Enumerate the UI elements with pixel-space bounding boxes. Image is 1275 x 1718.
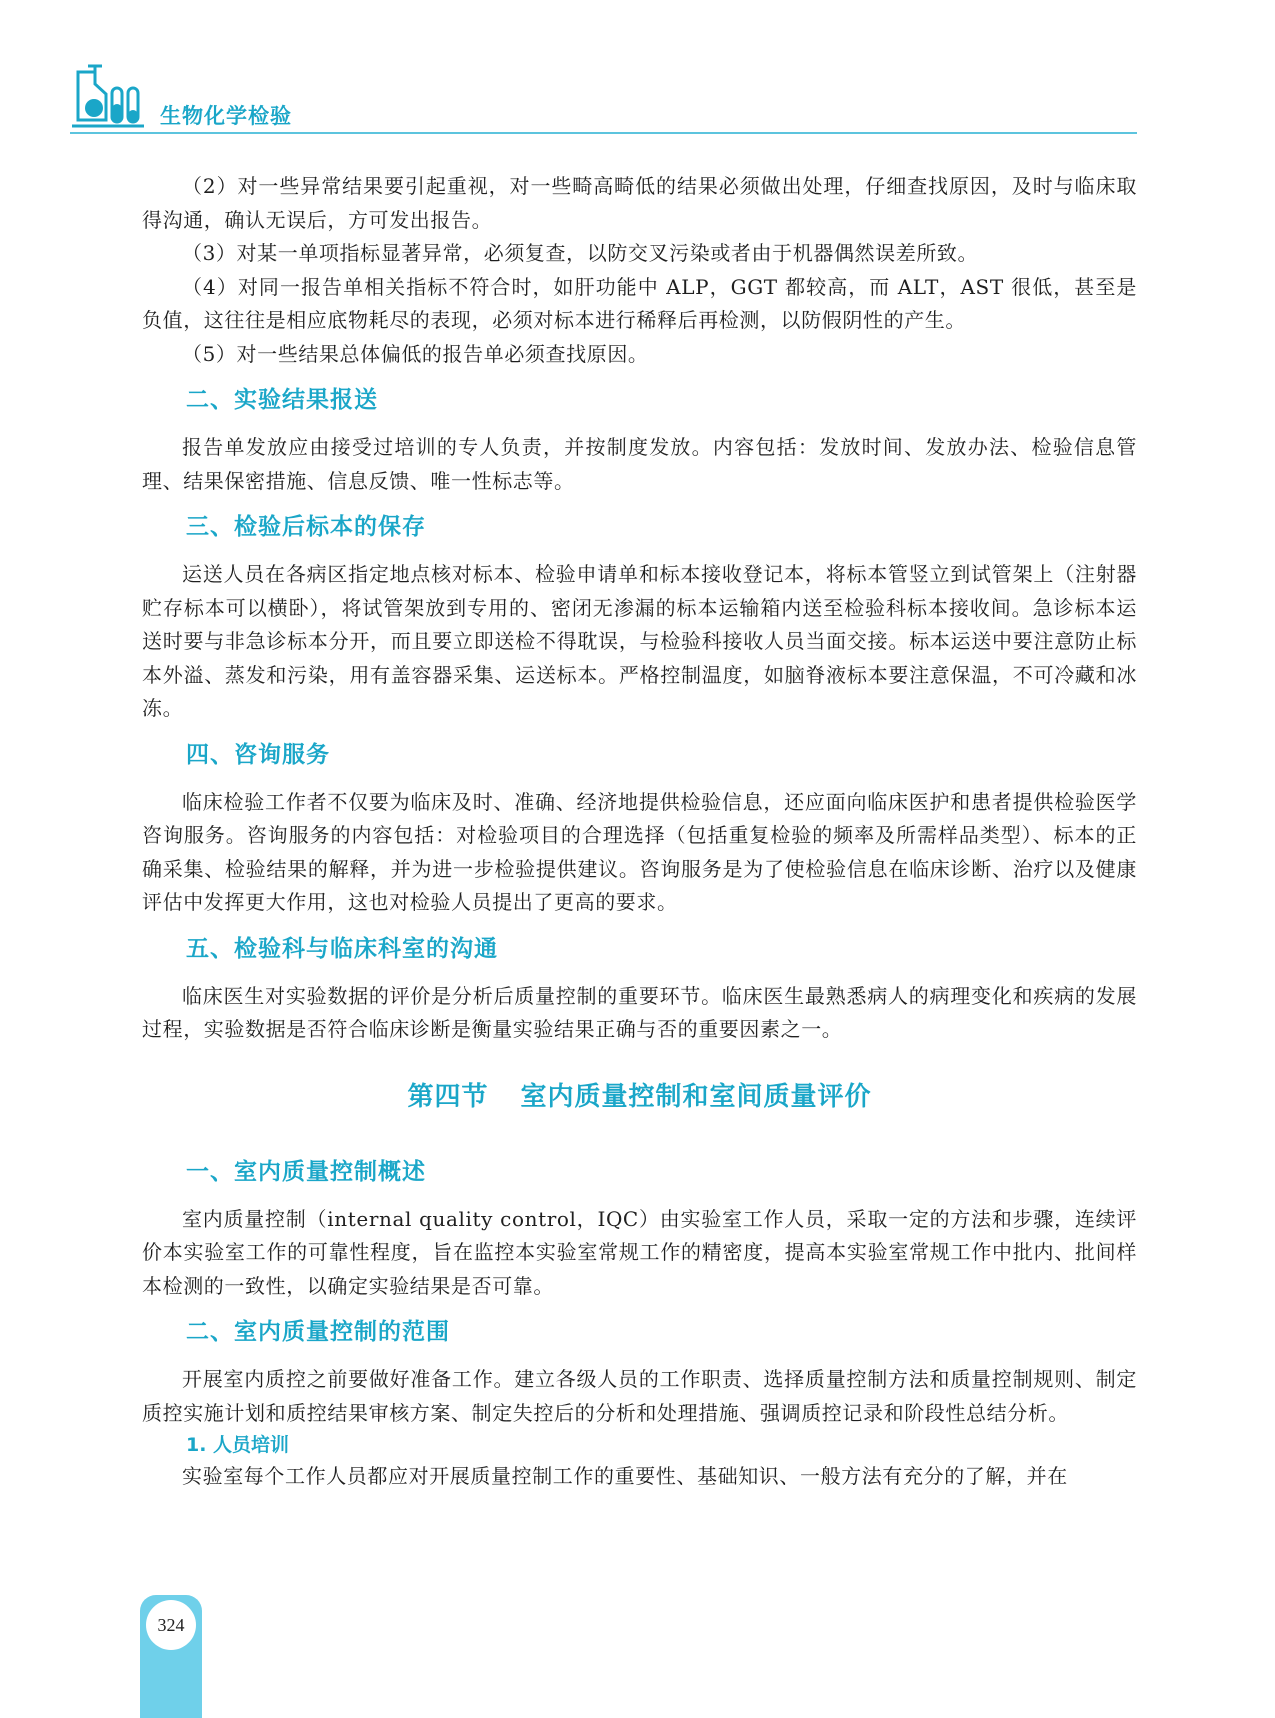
paragraph: 运送人员在各病区指定地点核对标本、检验申请单和标本接收登记本，将标本管竖立到试管架上（注射器贮存标本可以横卧），将试管架放到专用的、密闭无渗漏的标本运输箱内送至检验科标本接收间。急诊标本运送时要与非急诊标本分开，而且要立即送检不得耽误，与检验科接收人员当面交接。标本运送中要注意防止标本外溢、蒸发和污染，用有盖容器采集、运送标本。严格控制温度，如脑脊液标本要注意保温，不可冷藏和冰冻。 bbox=[142, 562, 1137, 720]
heading-lab-clinic-communication: 五、检验科与临床科室的沟通 bbox=[186, 935, 498, 962]
heading-consulting-service: 四、咨询服务 bbox=[186, 741, 330, 768]
paragraph: 室内质量控制（internal quality control，IQC）由实验室工作人员，采取一定的方法和步骤，连续评价本实验室工作的可靠性程度，旨在监控本实验室常规工作的精密度，提高本实验室常规工作中批内、批间样本检测的一致性，以确定实验结果是否可靠。 bbox=[142, 1206, 1137, 1298]
paragraph: 实验室每个工作人员都应对开展质量控制工作的重要性、基础知识、一般方法有充分的了解，并在 bbox=[182, 1464, 1068, 1488]
page-content bbox=[142, 170, 1137, 1494]
heading-iqc-scope: 二、室内质量控制的范围 bbox=[186, 1319, 450, 1345]
paragraph: 临床医生对实验数据的评价是分析后质量控制的重要环节。临床医生最熟悉病人的病理变化和疾病的发展过程，实验数据是否符合临床诊断是衡量实验结果正确与否的重要因素之一。 bbox=[142, 983, 1137, 1041]
header-divider bbox=[70, 132, 1137, 134]
section-title bbox=[142, 1079, 1137, 1115]
paragraph: 开展室内质控之前要做好准备工作。建立各级人员的工作职责、选择质量控制方法和质量控制规则、制定质控实施计划和质控结果审核方案、制定失控后的分析和处理措施、强调质控记录和阶段性总结分析。 bbox=[142, 1367, 1137, 1425]
heading-personnel-training: 1. 人员培训 bbox=[186, 1434, 290, 1456]
heading-specimen-storage: 三、检验后标本的保存 bbox=[186, 514, 426, 540]
heading-iqc-overview: 一、室内质量控制概述 bbox=[186, 1158, 426, 1185]
list-item: （3）对某一单项指标显著异常，必须复查，以防交叉污染或者由于机器偶然误差所致。 bbox=[182, 241, 979, 265]
section-number: 第四节 bbox=[407, 1081, 489, 1112]
page-number: 324 bbox=[146, 1600, 196, 1650]
list-item: （2）对一些异常结果要引起重视，对一些畸高畸低的结果必须做出处理，仔细查找原因，及时与临床取得沟通，确认无误后，方可发出报告。 bbox=[142, 174, 1137, 232]
list-item: （4）对同一报告单相关指标不符合时，如肝功能中 ALP，GGT 都较高，而 ALT，AST 很低，甚至是负值，这往往是相应底物耗尽的表现，必须对标本进行稀释后再检测，以防假阴性的产生。 bbox=[142, 274, 1137, 332]
heading-report-delivery: 二、实验结果报送 bbox=[186, 387, 378, 413]
book-title: 生物化学检验 bbox=[160, 104, 292, 128]
paragraph: 临床检验工作者不仅要为临床及时、准确、经济地提供检验信息，还应面向临床医护和患者提供检验医学咨询服务。咨询服务的内容包括：对检验项目的合理选择（包括重复检验的频率及所需样品类型）、标本的正确采集、检验结果的解释，并为进一步检验提供建议。咨询服务是为了使检验信息在临床诊断、治疗以及健康评估中发挥更大作用，这也对检验人员提出了更高的要求。 bbox=[142, 789, 1137, 914]
paragraph: 报告单发放应由接受过培训的专人负责，并按制度发放。内容包括：发放时间、发放办法、检验信息管理、结果保密措施、信息反馈、唯一性标志等。 bbox=[142, 435, 1137, 493]
lab-flask-logo-icon bbox=[70, 64, 146, 134]
list-item: （5）对一些结果总体偏低的报告单必须查找原因。 bbox=[182, 341, 649, 366]
section-name: 室内质量控制和室间质量评价 bbox=[520, 1081, 872, 1112]
